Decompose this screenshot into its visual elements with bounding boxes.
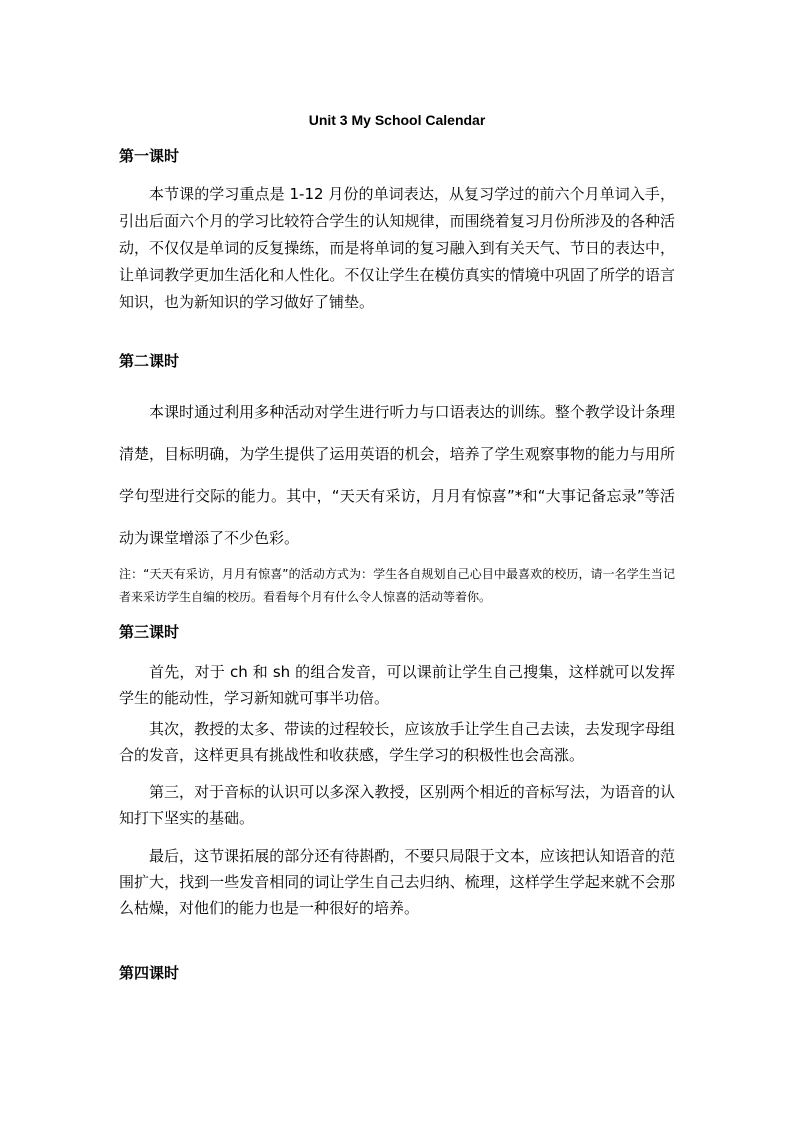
- lesson-3-paragraph-1: 首先，对于 ch 和 sh 的组合发音，可以课前让学生自己搜集，这样就可以发挥学生的能动性，学习新知就可事半功倍。: [119, 663, 675, 707]
- document-title: Unit 3 My School Calendar: [308, 112, 486, 128]
- lesson-4-heading: 第四课时: [119, 964, 180, 982]
- lesson-2-note: 注：“天天有采访，月月有惊喜”的活动方式为：学生各自规划自己心目中最喜欢的校历，请一名学生当记者来采访学生自编的校历。看看每个月有什么令人惊喜的活动等着你。: [119, 567, 675, 604]
- lesson-3-paragraph-4: 最后，这节课拓展的部分还有待斟酌，不要只局限于文本，应该把认知语音的范围扩大，找到一些发音相同的词让学生自己去归纳、梳理，这样学生学起来就不会那么枯燥，对他们的能力也是一种很好的培养。: [119, 847, 675, 917]
- lesson-3-paragraph-3: 第三，对于音标的认识可以多深入教授，区别两个相近的音标写法，为语音的认知打下坚实的基础。: [119, 783, 675, 827]
- lesson-1-heading: 第一课时: [119, 147, 180, 165]
- lesson-1-paragraph: 本节课的学习重点是 1-12 月份的单词表达，从复习学过的前六个月单词入手，引出后面六个月的学习比较符合学生的认知规律，而围绕着复习月份所涉及的各种活动，不仅仅是单词的反复操练，而是将单词的复习融入到有关天气、节日的表达中，让单词教学更加生活化和人性化。不仅让学生在模仿真实的情境中巩固了所学的语言知识，也为新知识的学习做好了铺垫。: [119, 185, 675, 311]
- lesson-2-heading: 第二课时: [119, 352, 180, 370]
- lesson-2-paragraph: 本课时通过利用多种活动对学生进行听力与口语表达的训练。整个教学设计条理清楚，目标明确，为学生提供了运用英语的机会，培养了学生观察事物的能力与用所学句型进行交际的能力。其中，“天天有采访，月月有惊喜”*和“大事记备忘录”等活动为课堂增添了不少色彩。: [119, 403, 675, 547]
- lesson-3-heading: 第三课时: [119, 623, 180, 641]
- lesson-3-paragraph-2: 其次，教授的太多、带读的过程较长，应该放手让学生自己去读，去发现字母组合的发音，这样更具有挑战性和收获感，学生学习的积极性也会高涨。: [119, 720, 675, 764]
